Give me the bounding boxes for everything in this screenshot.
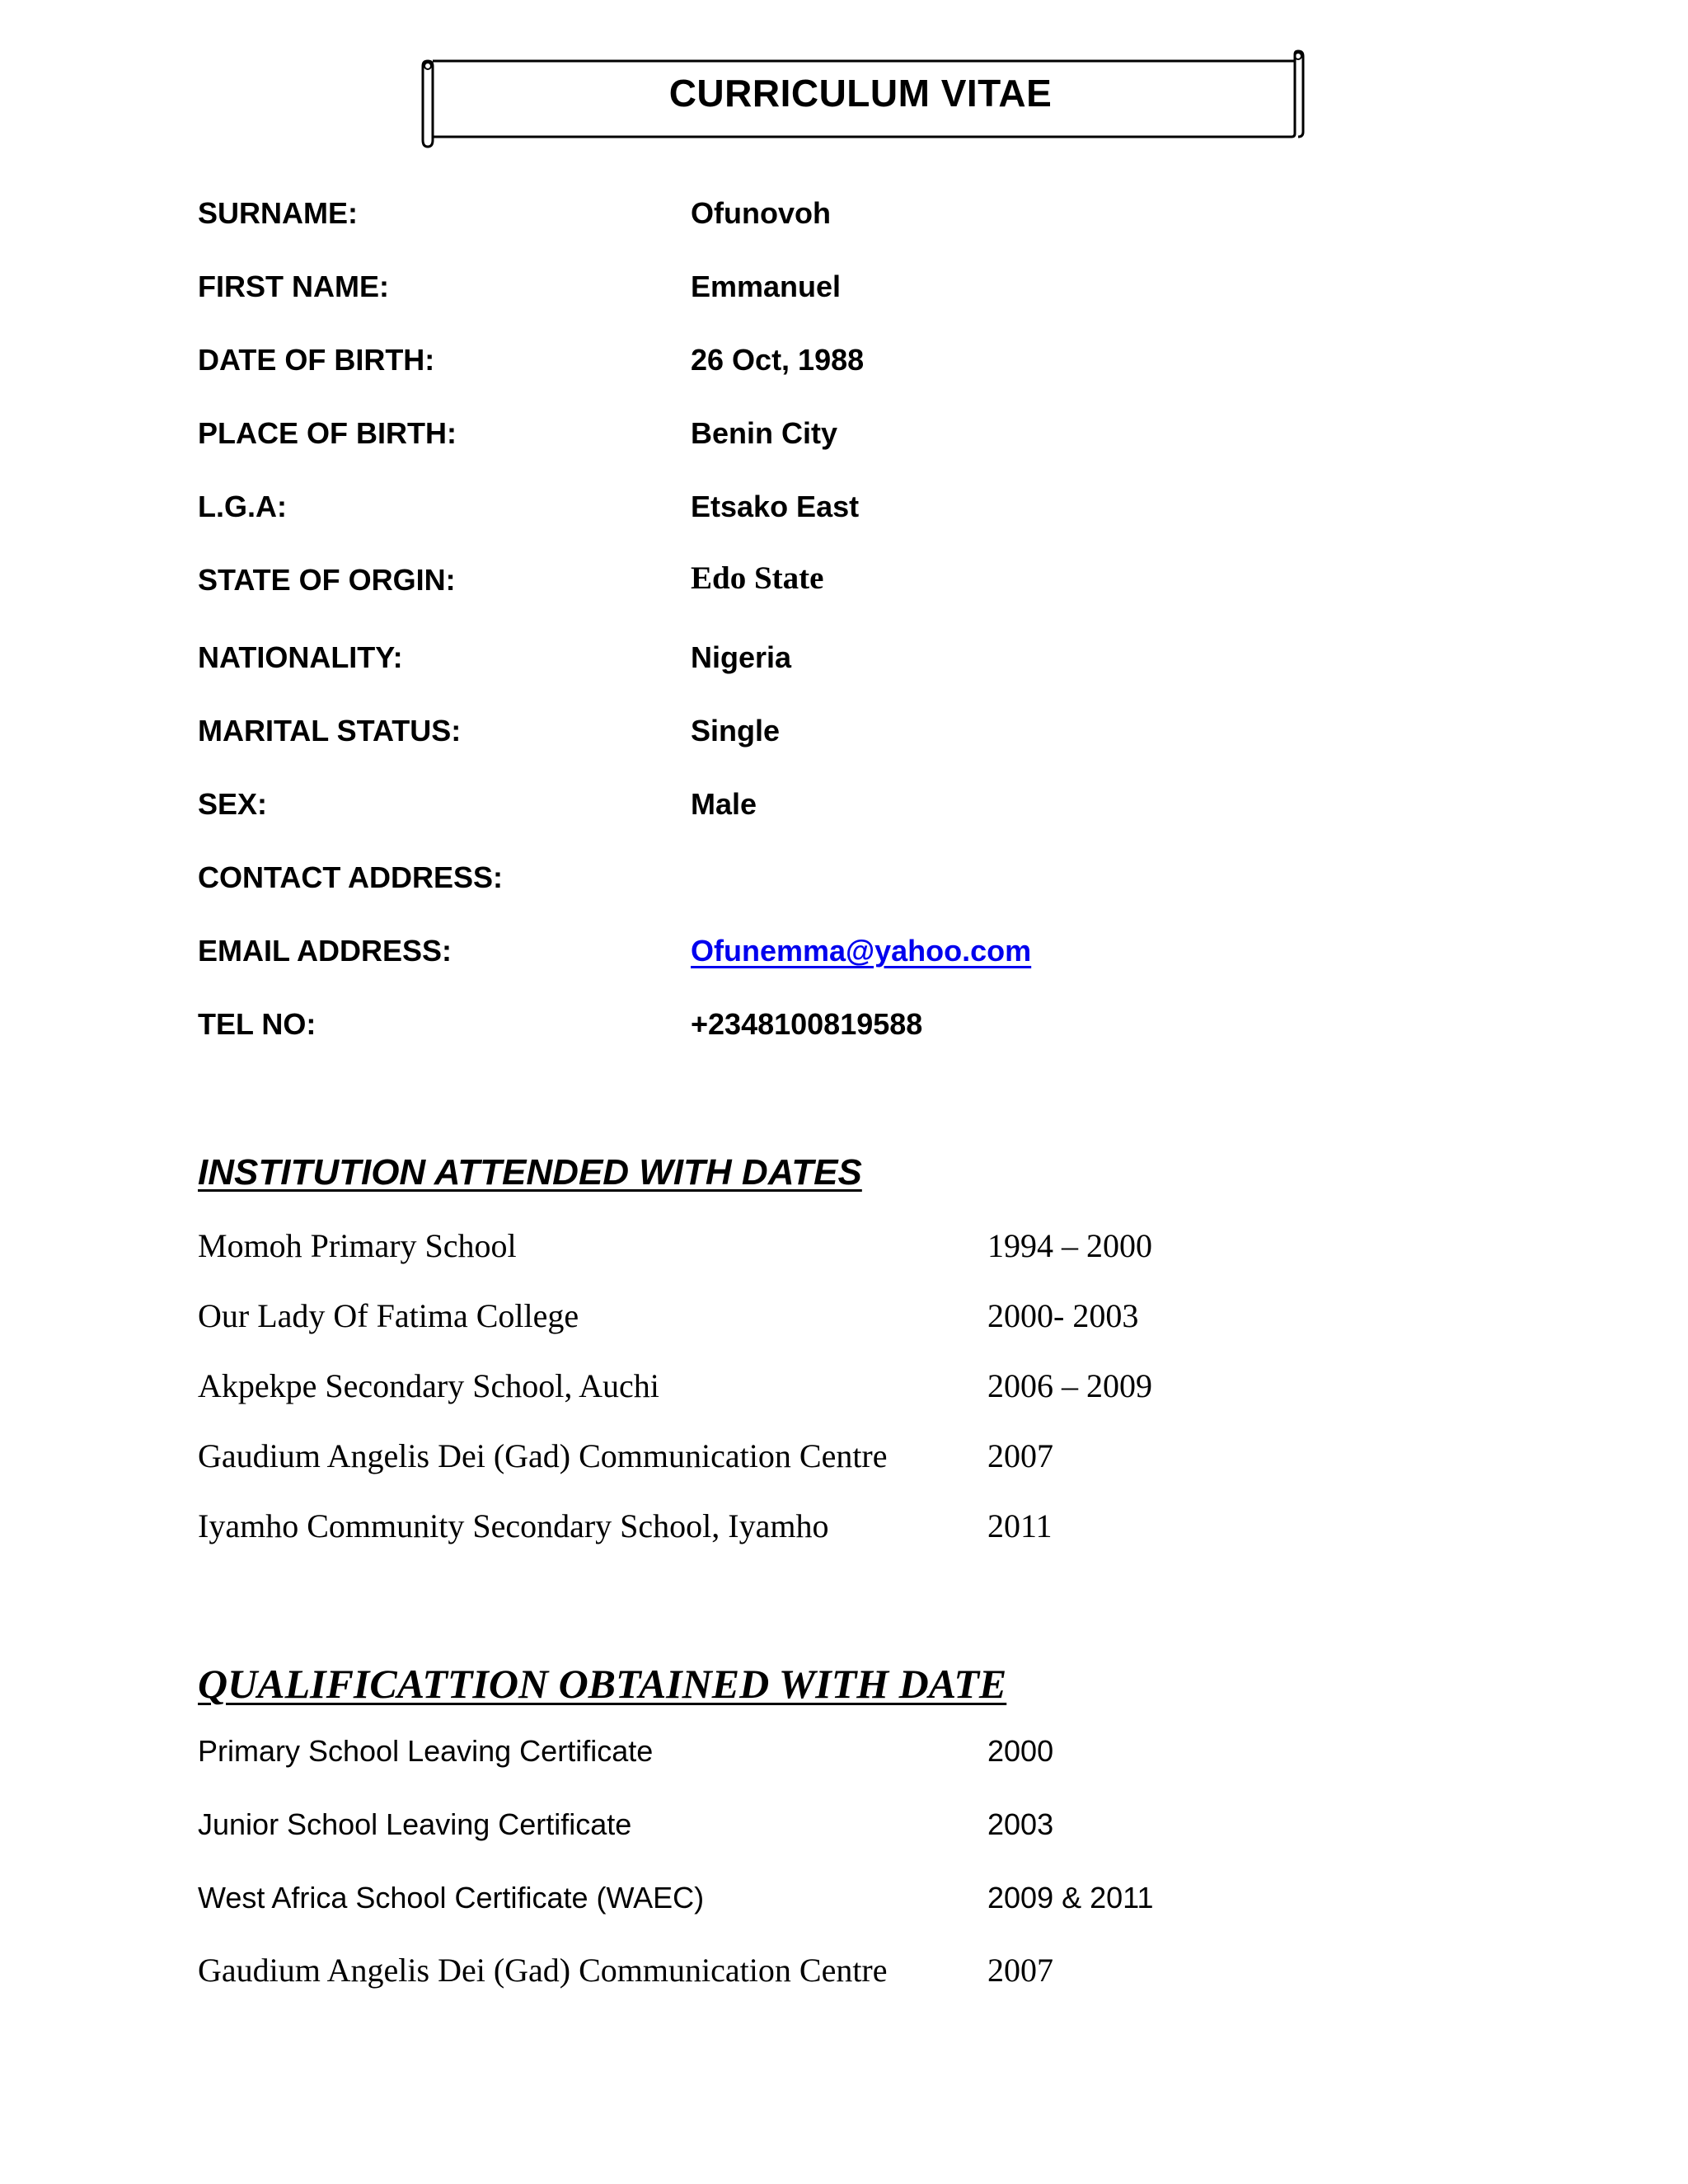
detail-value: Emmanuel (691, 269, 842, 303)
qualification-name: West Africa School Certificate (WAEC) (198, 1881, 705, 1915)
title-banner (416, 49, 1305, 148)
detail-value: Ofunovoh (691, 196, 831, 230)
institution-date: 2006 – 2009 (987, 1367, 1152, 1404)
detail-row-contact-address (198, 860, 1517, 910)
detail-label: STATE OF ORGIN: (198, 563, 456, 597)
detail-value: Nigeria (691, 640, 792, 674)
detail-label: PLACE OF BIRTH: (198, 416, 457, 450)
detail-row-first-name (198, 269, 1517, 319)
institution-row (198, 1436, 1517, 1486)
detail-label: L.G.A: (198, 490, 287, 523)
qualification-row (198, 1734, 1517, 1783)
detail-row-surname (198, 196, 1517, 246)
detail-row-lga (198, 490, 1517, 539)
institution-date: 2011 (987, 1507, 1053, 1544)
detail-value: Etsako East (691, 490, 860, 523)
institutions-heading: INSTITUTION ATTENDED WITH DATES (198, 1152, 862, 1193)
qualification-date: 2003 (987, 1807, 1054, 1841)
detail-row-state-of-origin (198, 560, 1517, 612)
detail-value: Benin City (691, 416, 838, 450)
detail-row-sex (198, 787, 1517, 837)
detail-label: SEX: (198, 787, 268, 821)
qualification-name: Primary School Leaving Certificate (198, 1734, 654, 1768)
institution-row (198, 1226, 1517, 1276)
detail-value: 26 Oct, 1988 (691, 343, 865, 377)
institution-row (198, 1366, 1517, 1416)
detail-row-marital-status (198, 714, 1517, 763)
email-link[interactable]: Ofunemma@yahoo.com (691, 934, 1032, 968)
qualification-date: 2007 (987, 1952, 1053, 1989)
detail-label: DATE OF BIRTH: (198, 343, 435, 377)
detail-value: Edo State (691, 560, 824, 596)
qualification-name: Gaudium Angelis Dei (Gad) Communication Centre (198, 1952, 888, 1989)
institution-row (198, 1296, 1517, 1346)
qualification-row (198, 1951, 1517, 2000)
detail-label: EMAIL ADDRESS: (198, 934, 452, 968)
detail-row-email-address (198, 934, 1517, 983)
detail-label: SURNAME: (198, 196, 358, 230)
detail-row-date-of-birth (198, 343, 1517, 392)
institution-name: Iyamho Community Secondary School, Iyamho (198, 1507, 829, 1544)
detail-value: Male (691, 787, 757, 821)
detail-value: +2348100819588 (691, 1007, 923, 1041)
qualification-date: 2000 (987, 1734, 1054, 1768)
detail-label: NATIONALITY: (198, 640, 403, 674)
detail-label: MARITAL STATUS: (198, 714, 462, 748)
detail-label: FIRST NAME: (198, 269, 389, 303)
institution-name: Momoh Primary School (198, 1227, 517, 1264)
institution-name: Gaudium Angelis Dei (Gad) Communication Centre (198, 1437, 888, 1474)
qualification-row (198, 1881, 1517, 1930)
detail-row-nationality (198, 640, 1517, 690)
detail-label: TEL NO: (198, 1007, 316, 1041)
detail-row-tel-no (198, 1007, 1517, 1057)
page-title: CURRICULUM VITAE (668, 72, 1053, 115)
qualifications-heading: QUALIFICATTION OBTAINED WITH DATE (198, 1661, 1007, 1707)
detail-row-place-of-birth (198, 416, 1517, 466)
institution-row (198, 1507, 1517, 1556)
institution-date: 2007 (987, 1437, 1053, 1474)
detail-value: Single (691, 714, 781, 748)
institution-date: 2000- 2003 (987, 1297, 1139, 1334)
institution-name: Our Lady Of Fatima College (198, 1297, 579, 1334)
institution-name: Akpekpe Secondary School, Auchi (198, 1367, 659, 1404)
qualification-name: Junior School Leaving Certificate (198, 1807, 632, 1841)
qualification-row (198, 1807, 1517, 1857)
institution-date: 1994 – 2000 (987, 1227, 1152, 1264)
detail-label: CONTACT ADDRESS: (198, 860, 503, 894)
qualification-date: 2009 & 2011 (987, 1881, 1154, 1915)
